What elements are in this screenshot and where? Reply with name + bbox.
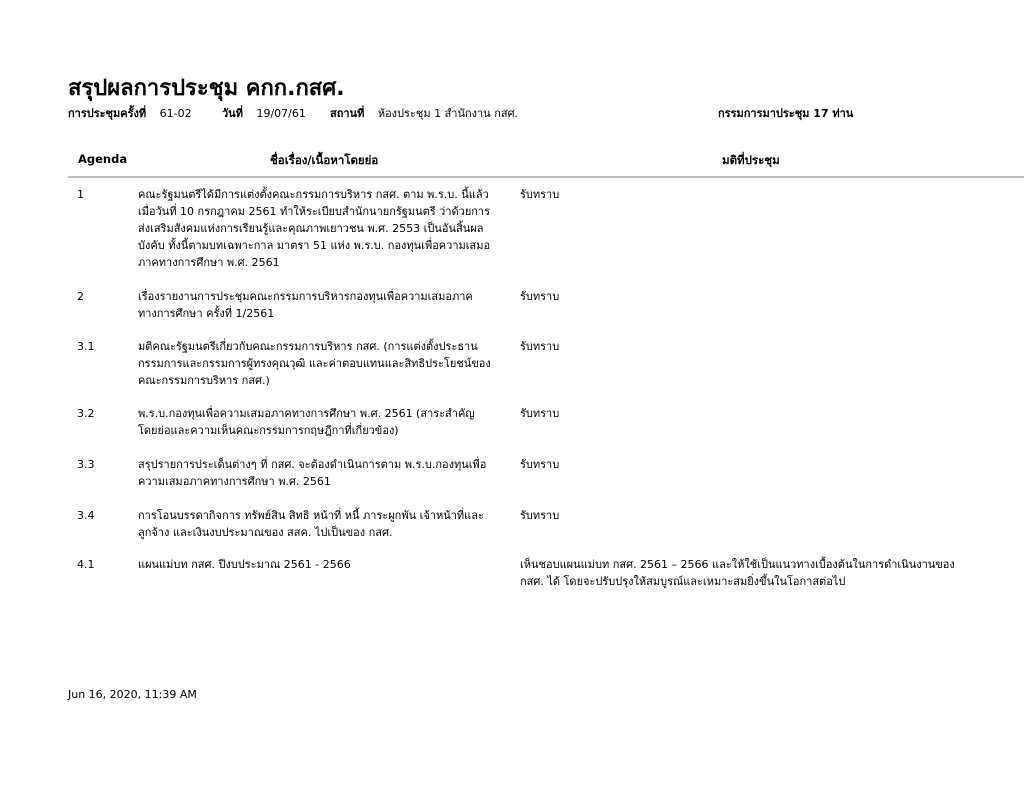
agenda-resolution-line: เห็นชอบแผนแม่บท กสศ. 2561 – 2566 และให้ใช้เป็นแนวทางเบื้องต้นในการดำเนินงานของ — [520, 558, 955, 571]
agenda-number: 3.1 — [77, 340, 95, 353]
meeting-number-value: 61-02 — [159, 107, 192, 120]
print-timestamp: Jun 16, 2020, 11:39 AM — [68, 688, 197, 701]
agenda-resolution — [520, 338, 990, 355]
agenda-topic-line: โดยย่อและความเห็นคณะกรรมการกฤษฎีกาที่เกี่ยวข้อง) — [138, 424, 399, 437]
agenda-topic-line: มติคณะรัฐมนตรีเกี่ยวกับคณะกรรมการบริหาร กสศ. (การแต่งตั้งประธาน — [138, 340, 478, 353]
agenda-resolution — [520, 556, 990, 590]
document-title: สรุปผลการประชุม คกก.กสศ. — [68, 76, 345, 101]
agenda-topic — [138, 456, 510, 490]
agenda-topic-line: ภาคทางการศึกษา พ.ศ. 2561 — [138, 256, 280, 269]
agenda-topic — [138, 507, 510, 541]
agenda-topic-line: ความเสมอภาคทางการศึกษา พ.ศ. 2561 — [138, 475, 331, 488]
meeting-date — [222, 104, 306, 122]
agenda-topic-line: บังคับ ทั้งนี้ตามบทเฉพาะกาล มาตรา 51 แห่ง พ.ร.บ. กองทุนเพื่อความเสมอ — [138, 239, 491, 252]
meeting-place-value: ห้องประชุม 1 สำนักงาน กสศ. — [377, 107, 519, 120]
agenda-topic-line: กรรมการและกรรมการผู้ทรงคุณวุฒิ และค่าตอบแทนและสิทธิประโยชน์ของ — [138, 357, 491, 370]
agenda-resolution-line: รับทราบ — [520, 290, 560, 303]
meeting-attendance: กรรมการมาประชุม 17 ท่าน — [718, 107, 854, 120]
meeting-place — [330, 104, 518, 122]
agenda-topic — [138, 556, 510, 573]
agenda-resolution-line: กสศ. ได้ โดยจะปรับปรุงให้สมบูรณ์และเหมาะสมยิ่งขึ้นในโอกาสต่อไป — [520, 575, 846, 588]
agenda-resolution-line: รับทราบ — [520, 188, 560, 201]
agenda-resolution-line: รับทราบ — [520, 407, 560, 420]
agenda-resolution — [520, 456, 990, 473]
agenda-number: 3.3 — [77, 458, 95, 471]
agenda-topic-line: คณะกรรมการบริหาร กสศ.) — [138, 374, 270, 387]
agenda-number: 3.4 — [77, 509, 95, 522]
agenda-number: 2 — [77, 290, 84, 303]
meeting-place-label: สถานที่ — [330, 107, 365, 120]
agenda-resolution — [520, 405, 990, 422]
column-header-agenda: Agenda — [78, 152, 128, 166]
agenda-resolution-line: รับทราบ — [520, 458, 560, 471]
agenda-topic — [138, 405, 510, 439]
meeting-date-value: 19/07/61 — [256, 107, 306, 120]
meeting-date-label: วันที่ — [222, 107, 243, 120]
agenda-topic-line: พ.ร.บ.กองทุนเพื่อความเสมอภาคทางการศึกษา พ.ศ. 2561 (สาระสำคัญ — [138, 407, 475, 420]
meeting-number — [68, 104, 192, 122]
agenda-resolution — [520, 507, 990, 524]
column-header-topic: ชื่อเรื่อง/เนื้อหาโดยย่อ — [270, 153, 379, 167]
agenda-number: 1 — [77, 188, 84, 201]
agenda-resolution — [520, 288, 990, 305]
agenda-topic-line: คณะรัฐมนตรีได้มีการแต่งตั้งคณะกรรมการบริหาร กสศ. ตาม พ.ร.บ. นี้แล้ว — [138, 188, 489, 201]
agenda-resolution-line: รับทราบ — [520, 509, 560, 522]
meeting-number-label: การประชุมครั้งที่ — [68, 107, 147, 120]
agenda-topic-line: เรื่องรายงานการประชุมคณะกรรมการบริหารกองทุนเพื่อความเสมอภาค — [138, 290, 473, 303]
agenda-topic-line: สรุปรายการประเด็นต่างๆ ที่ กสศ. จะต้องดำเนินการตาม พ.ร.บ.กองทุนเพื่อ — [138, 458, 487, 471]
agenda-topic-line: แผนแม่บท กสศ. ปีงบประมาณ 2561 - 2566 — [138, 558, 351, 571]
agenda-topic — [138, 186, 510, 271]
agenda-topic-line: ทางการศึกษา ครั้งที่ 1/2561 — [138, 307, 275, 320]
agenda-topic-line: ส่งเสริมสังคมแห่งการเรียนรู้และคุณภาพเยาวชน พ.ศ. 2553 เป็นอันสิ้นผล — [138, 222, 484, 235]
agenda-topic-line: เมื่อวันที่ 10 กรกฎาคม 2561 ทำให้ระเบียบสำนักนายกรัฐมนตรี ว่าด้วยการ — [138, 205, 491, 218]
agenda-number: 3.2 — [77, 407, 95, 420]
agenda-topic-line: การโอนบรรดากิจการ ทรัพย์สิน สิทธิ หน้าที่ หนี้ ภาระผูกพัน เจ้าหน้าที่และ — [138, 509, 484, 522]
agenda-topic-line: ลูกจ้าง และเงินงบประมาณของ สสค. ไปเป็นของ กสศ. — [138, 526, 393, 539]
agenda-topic — [138, 338, 510, 389]
header-divider — [68, 176, 1024, 178]
agenda-topic — [138, 288, 510, 322]
column-header-resolution: มติที่ประชุม — [722, 153, 780, 167]
agenda-resolution — [520, 186, 990, 203]
agenda-resolution-line: รับทราบ — [520, 340, 560, 353]
agenda-number: 4.1 — [77, 558, 95, 571]
